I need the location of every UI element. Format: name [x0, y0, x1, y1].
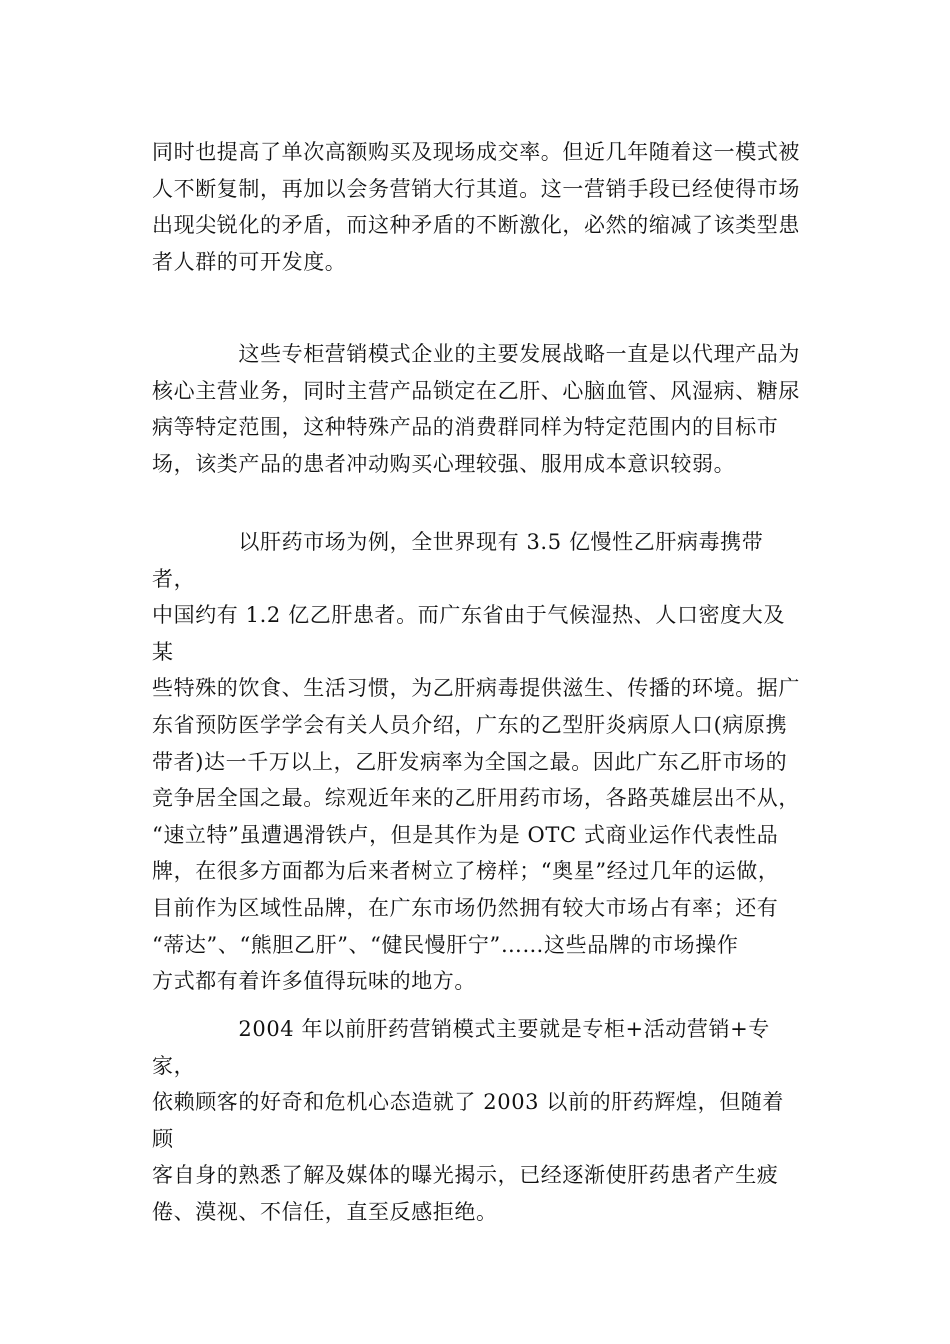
paragraph-2: 这些专柜营销模式企业的主要发展战略一直是以代理产品为 核心主营业务，同时主营产品锁定在乙肝、心脑血管、风湿病、糖尿 病等特定范围，这种特殊产品的消费群同样为特定范围内的目标市 场，该类产品的患者冲动购买心理较强、服用成本意识较弱。	[152, 342, 800, 476]
paragraph-3: 以肝药市场为例，全世界现有 3.5 亿慢性乙肝病毒携带者， 中国约有 1.2 亿乙肝患者。而广东省由于气候湿热、人口密度大及某 些特殊的饮食、生活习惯，为乙肝病毒提供滋生、传播的环境。据广 东省预防医学学会有关人员介绍，广东的乙型肝炎病原人口(病原携 带者)达一千万以上，乙肝发病率为全国之最。因此广东乙肝市场的 竞争居全国之最。综观近年来的乙肝用药市场，各路英雄层出不从， “速立特”虽遭遇滑铁卢，但是其作为是 OTC 式商业运作代表性品 牌，在很多方面都为后来者树立了榜样；“奥星”经过几年的运做， 目前作为区域性品牌，在广东市场仍然拥有较大市场占有率；还有 “蒂达”、“熊胆乙肝”、“健民慢肝宁”……这些品牌的市场操作 方式都有着许多值得玩味的地方。	[152, 530, 800, 994]
paragraph-1: 同时也提高了单次高额购买及现场成交率。但近几年随着这一模式被 人不断复制，再加以会务营销大行其道。这一营销手段已经使得市场 出现尖锐化的矛盾，而这种矛盾的不断激化，必然的缩减了该类型患 者人群的可开发度。	[152, 140, 800, 274]
paragraph-4: 2004 年以前肝药营销模式主要就是专柜+活动营销+专家， 依赖顾客的好奇和危机心态造就了 2003 以前的肝药辉煌，但随着顾 客自身的熟悉了解及媒体的曝光揭示，已经逐渐使肝药患者产生疲 倦、漠视、不信任，直至反感拒绝。	[152, 1017, 784, 1224]
